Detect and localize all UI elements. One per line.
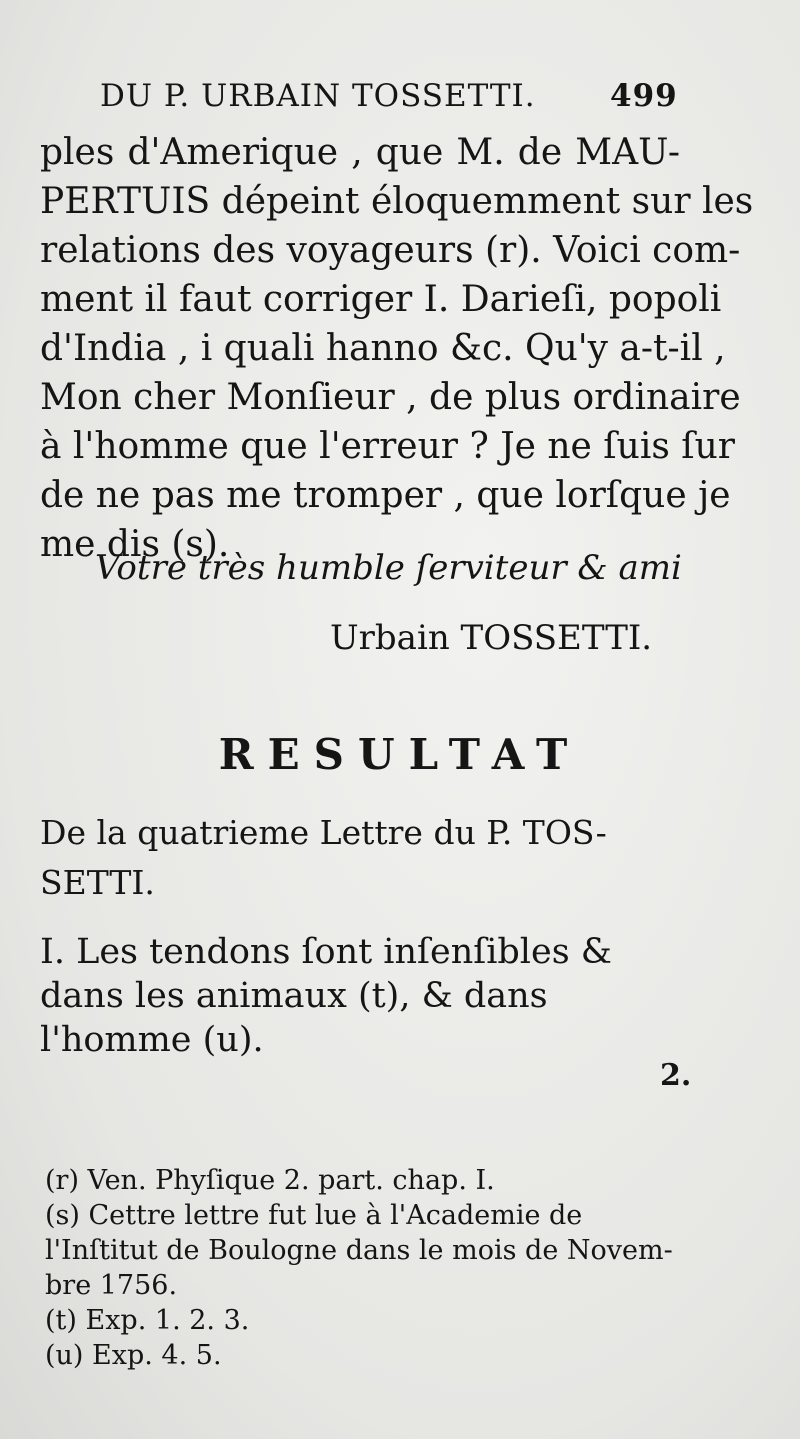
- body-line: de ne pas me tromper , que lorſque je: [40, 475, 731, 516]
- body-line: PERTUIS dépeint éloquemment sur les: [40, 181, 754, 222]
- body-line: à l'homme que l'erreur ? Je ne ſuis ſur: [40, 426, 735, 467]
- running-title: DU P. URBAIN TOSSETTI.: [100, 78, 536, 114]
- body-line: Mon cher Monſieur , de plus ordinaire: [40, 377, 741, 418]
- footnotes: [45, 1163, 690, 1373]
- catchword: 2.: [660, 1058, 692, 1093]
- body-line: d'India , i quali hanno &c. Qu'y a-t-il ,: [40, 328, 726, 369]
- letter-body: [40, 128, 754, 569]
- body-line: me dis (s).: [40, 524, 230, 565]
- signature: Urbain TOSSETTI.: [330, 618, 653, 658]
- numbered-item: I. Les tendons ſont inſenſibles & dans les animaux (t), & dans l'homme (u).: [40, 932, 612, 1060]
- footnote-line: bre 1756.: [45, 1270, 178, 1301]
- closing-formula: Votre très humble ſerviteur & ami: [95, 548, 682, 588]
- footnote-line: (u) Exp. 4. 5.: [45, 1340, 222, 1371]
- body-line: ment il faut corriger I. Darieſi, popoli: [40, 279, 722, 320]
- body-line: ples d'Amerique , que M. de MAU-: [40, 132, 680, 173]
- footnote-line: (t) Exp. 1. 2. 3.: [45, 1305, 250, 1336]
- body-line: relations des voyageurs (r). Voici com-: [40, 230, 741, 271]
- section-heading: RESULTAT: [218, 730, 582, 779]
- running-head: [100, 78, 690, 114]
- footnote-line: (r) Ven. Phyſique 2. part. chap. I.: [45, 1165, 495, 1196]
- section-subheading: De la quatrieme Lettre du P. TOS-SETTI.: [40, 813, 607, 902]
- footnote-line: l'Inſtitut de Boulogne dans le mois de Novem-: [45, 1235, 673, 1266]
- page-number: 499: [610, 78, 678, 114]
- footnote-line: (s) Cettre lettre fut lue à l'Academie de: [45, 1200, 583, 1231]
